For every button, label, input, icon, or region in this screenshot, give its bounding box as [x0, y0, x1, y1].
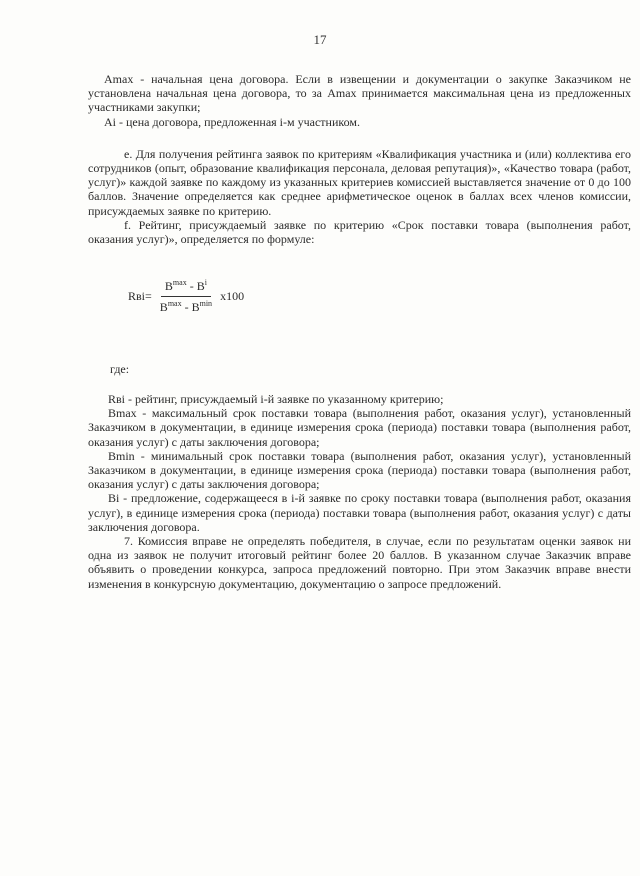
definition-rbi: Rвi - рейтинг, присуждаемый i-й заявке по указанному критерию;	[108, 392, 444, 406]
definition-bmin: Bmin - минимальный срок поставки товара (выполнения работ, оказания услуг), установленный Заказчиком в документации, в единице измерения срока (периода) поставки товара (выполнения работ, оказания услуг) с даты заключения договора;	[88, 448, 631, 492]
paragraph-amax: Amax - начальная цена договора. Если в извещении и документации о закупке Заказчиком не установлена начальная цена договора, то за Amax принимается максимальная цена из предложенных участниками закупки;	[88, 72, 631, 115]
den-b-max: B	[159, 300, 168, 314]
formula-multiplier: x100	[220, 289, 245, 303]
paragraph-f: f. Рейтинг, присуждаемый заявке по критерию «Срок поставки товара (выполнения работ, оказания услуг)», определяется по формуле:	[88, 217, 631, 247]
den-b-min-sup: min	[199, 299, 213, 308]
definitions-section	[88, 392, 631, 591]
den-b-max-sup: max	[167, 299, 182, 308]
formula-equals: =	[145, 289, 152, 303]
den-minus: -	[181, 300, 192, 314]
num-b-i: B	[196, 279, 205, 293]
num-b-i-sup: i	[204, 278, 207, 287]
num-minus: -	[186, 279, 197, 293]
top-section	[88, 72, 631, 246]
paragraph-e: e. Для получения рейтинга заявок по критериям «Квалификация участника и (или) коллектива его сотрудников (опыт, образование квалификация персонала, деловая репутация)», «Качество товара (работ, услуг)» каждой заявке по каждому из указанных критериев комиссией выставляется значение от 0 до 100 баллов. Значение определяется как среднее арифметическое оценок в баллах всех членов комиссии, присуждаемых заявке по критерию.	[88, 146, 631, 218]
page-number: 17	[313, 32, 327, 47]
formula-fraction	[156, 278, 216, 315]
where-label: где:	[110, 362, 130, 376]
num-b-max: B	[164, 279, 173, 293]
paragraph-7: 7. Комиссия вправе не определять победителя, в случае, если по результатам оценки заявок ни одна из заявок не получит итоговый рейтинг более 20 баллов. В указанном случае Заказчик вправе объявить о проведении конкурса, запроса предложений повторно. При этом Заказчик вправе внести изменения в конкурсную документацию, документацию о запросе предложений.	[88, 534, 631, 591]
formula-denominator	[156, 297, 216, 315]
formula-numerator	[161, 278, 211, 297]
rating-formula	[128, 278, 244, 315]
formula-lhs: Rвi	[128, 289, 146, 303]
definition-bi: Bi - предложение, содержащееся в i-й заявке по сроку поставки товара (выполнения работ, оказания услуг), в единице измерения срока (периода) поставки товара (выполнения работ, оказания услуг) с даты заключения договора.	[88, 491, 631, 534]
num-b-max-sup: max	[172, 278, 187, 287]
spacer	[88, 129, 631, 147]
definition-bmax: Bmax - максимальный срок поставки товара (выполнения работ, оказания услуг), установленный Заказчиком в документации, в единице измерения срока (периода) поставки товара (выполнения работ, оказания услуг) с даты заключения договора;	[88, 406, 631, 449]
den-b-min: B	[191, 300, 200, 314]
paragraph-ai: Ai - цена договора, предложенная i-м участником.	[104, 114, 360, 129]
